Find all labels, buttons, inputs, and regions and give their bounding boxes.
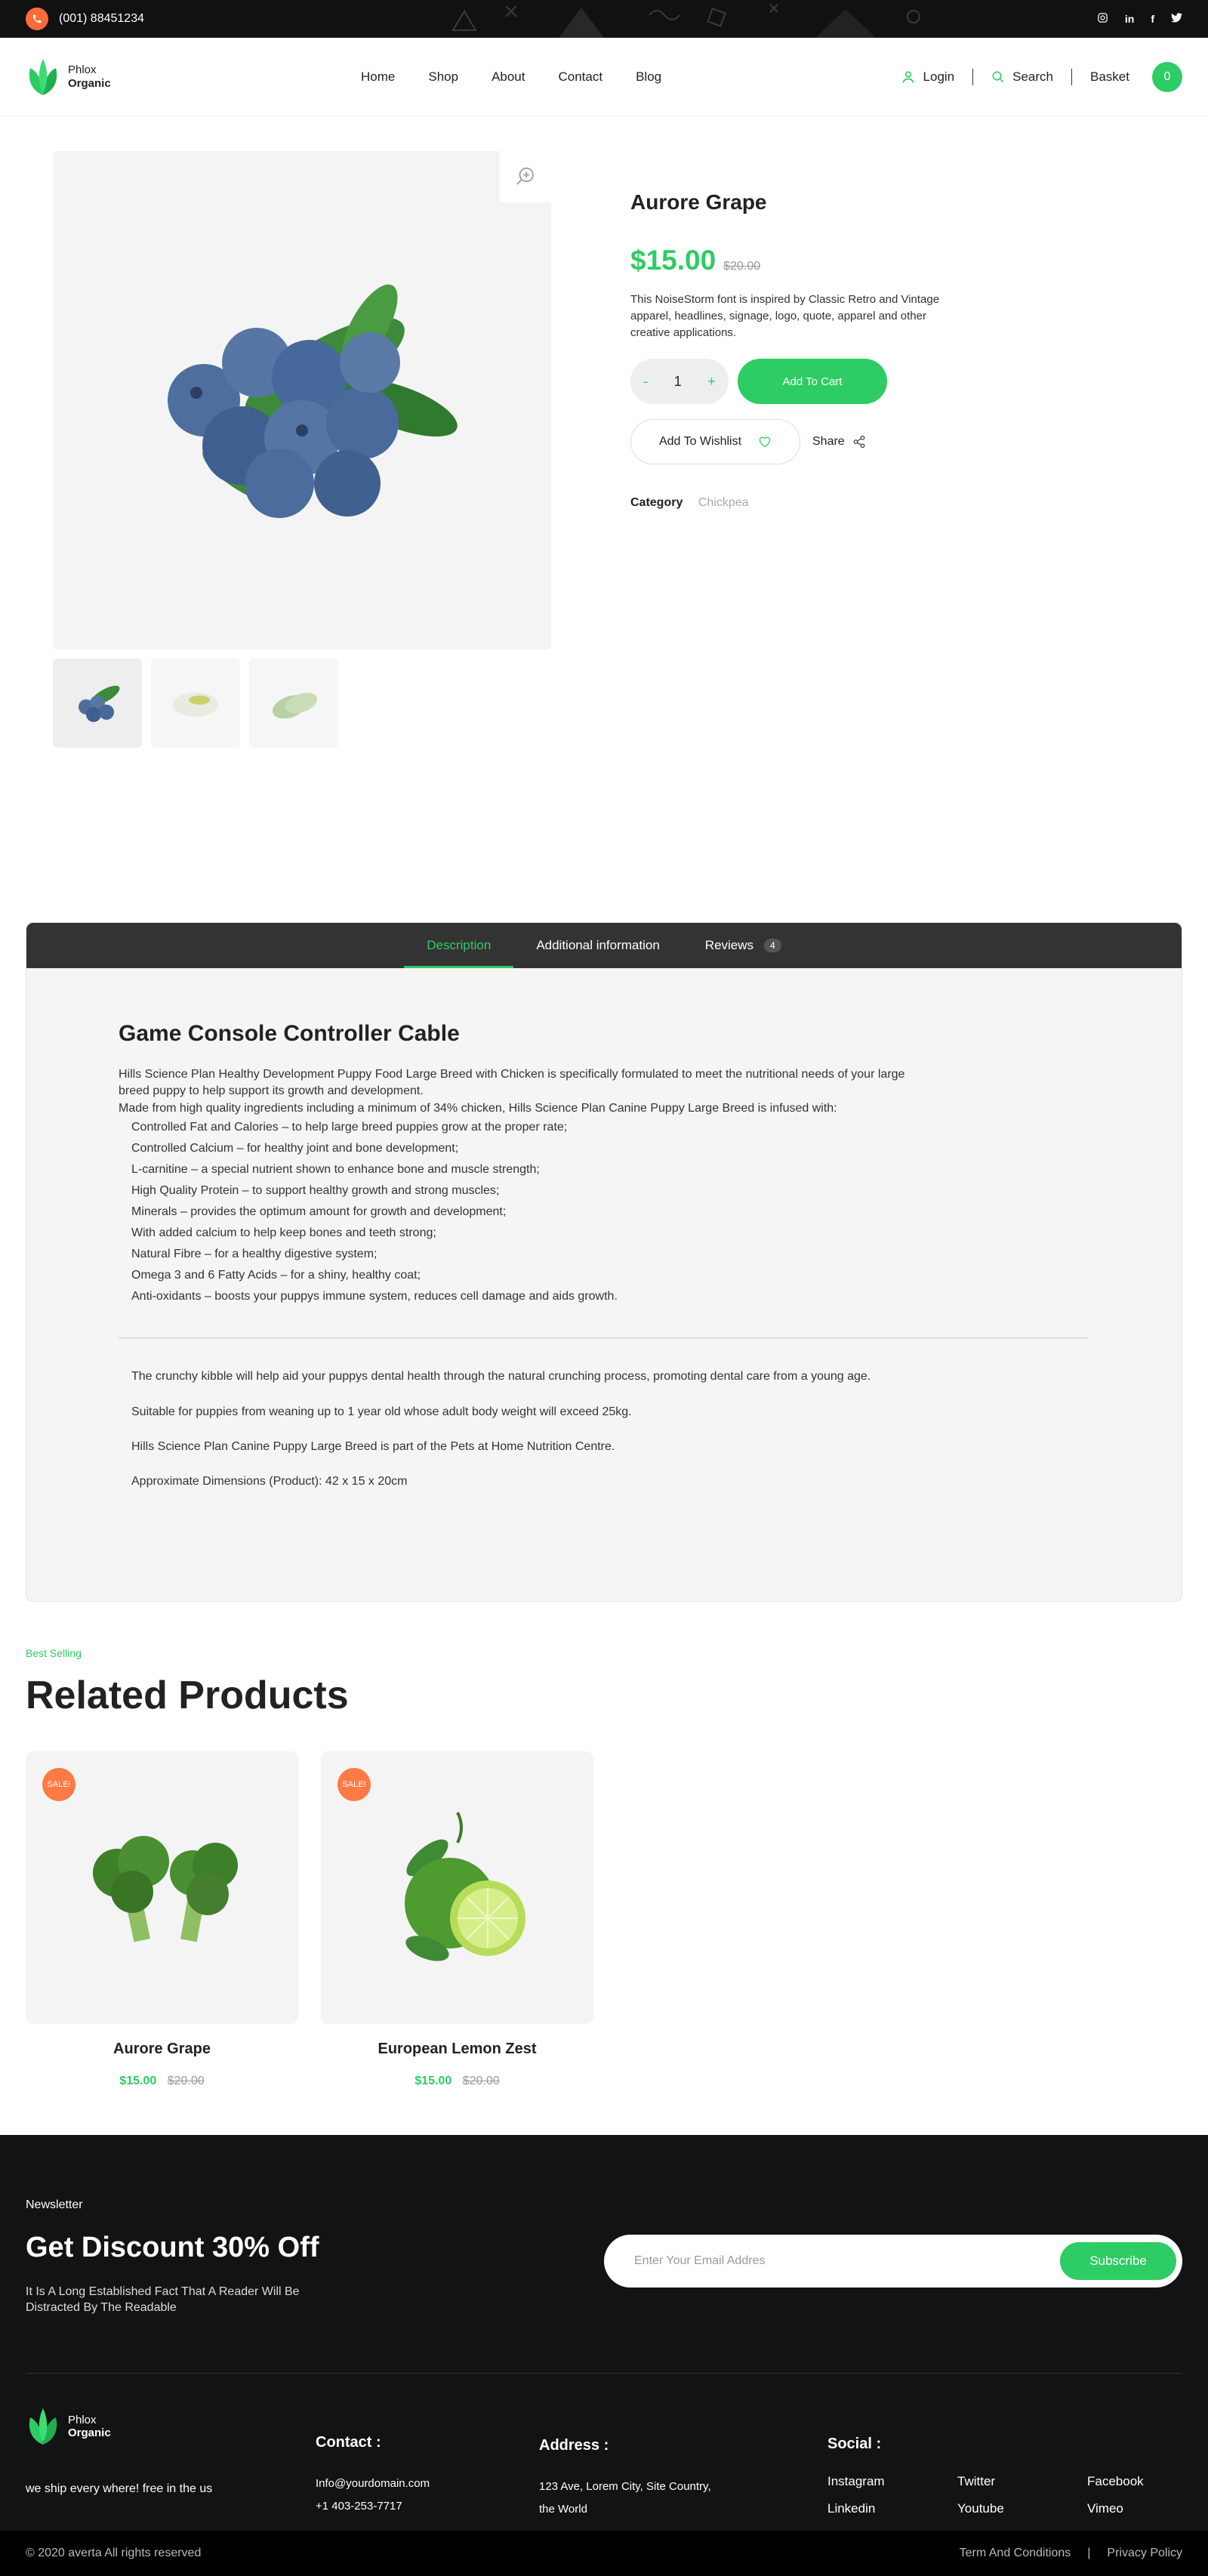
social-links-grid: [827, 2474, 1178, 2516]
linkedin-icon[interactable]: in: [1124, 13, 1135, 25]
header-divider: [972, 69, 973, 85]
share-label: Share: [812, 435, 845, 449]
user-icon: [901, 69, 916, 85]
nav-about[interactable]: About: [492, 69, 525, 84]
search-label: Search: [1012, 69, 1054, 84]
note-paragraph: Suitable for puppies from weaning up to 1 year old whose adult body weight will exceed 25kg.: [131, 1405, 632, 1418]
tab-reviews-label: Reviews: [704, 938, 754, 952]
qty-increase-button[interactable]: +: [707, 373, 716, 389]
leaf-logo-icon: [26, 57, 60, 97]
product-card-image[interactable]: [26, 1751, 298, 2024]
login-link[interactable]: [901, 69, 955, 85]
zoom-in-icon: [514, 165, 537, 188]
basket-link[interactable]: [1090, 62, 1182, 92]
tab-description-label: Description: [427, 938, 492, 952]
category-label: Category: [630, 496, 683, 510]
footer-link-vimeo[interactable]: Vimeo: [1087, 2501, 1123, 2516]
product-card-price: [321, 2075, 593, 2088]
category-row: [630, 496, 963, 510]
product-card-name[interactable]: Aurore Grape: [113, 2041, 211, 2057]
heart-icon: [758, 436, 772, 448]
content-divider: [119, 1337, 1088, 1338]
list-item: Anti-oxidants – boosts your puppys immune system, reduces cell damage and aids growth.: [131, 1290, 618, 1303]
legal-separator: |: [1087, 2547, 1091, 2559]
newsletter-subtext: It Is A Long Established Fact That A Reader Will Be Distracted By The Readable: [26, 2285, 300, 2314]
share-icon: [852, 435, 866, 449]
sale-badge: SALE!: [42, 1768, 76, 1801]
contact-phone[interactable]: +1 403-253-7717: [316, 2500, 402, 2513]
product-description: This NoiseStorm font is inspired by Classic Retro and Vintage apparel, headlines, signage, logo, quote, apparel and other creative applications.: [630, 293, 940, 339]
nav-contact[interactable]: Contact: [558, 69, 603, 84]
list-item: L-carnitine – a special nutrient shown to enhance bone and muscle strength;: [131, 1163, 540, 1177]
nav-shop[interactable]: Shop: [428, 69, 459, 84]
nav-home[interactable]: Home: [361, 69, 396, 84]
newsletter-section: [26, 2135, 1182, 2374]
reviews-count-badge: 4: [764, 939, 781, 952]
product-cards: [26, 1751, 1182, 2088]
site-logo[interactable]: [26, 57, 111, 97]
footer-logo[interactable]: [26, 2407, 212, 2446]
tab-description[interactable]: [404, 923, 513, 968]
twitter-icon[interactable]: [1171, 13, 1182, 25]
tab-additional-label: Additional information: [536, 938, 660, 952]
site-header: [0, 38, 1208, 116]
related-products: [0, 1602, 1208, 2135]
list-item: Controlled Fat and Calories – to help large breed puppies grow at the proper rate;: [131, 1121, 568, 1134]
sale-badge: SALE!: [337, 1768, 371, 1801]
leaf-logo-icon: [26, 2407, 60, 2446]
product-main-image[interactable]: [53, 151, 551, 649]
footer-social: [827, 2436, 1178, 2516]
related-title: Related Products: [26, 1674, 349, 1717]
logo-line-1: Phlox: [68, 63, 97, 77]
note-paragraph: The crunchy kibble will help aid your puppys dental health through the natural crunching process, promoting dental care from a young age.: [131, 1370, 871, 1384]
footer-link-linkedin[interactable]: Linkedin: [827, 2501, 876, 2516]
footer-link-twitter[interactable]: Twitter: [957, 2474, 996, 2488]
phone-contact[interactable]: [26, 8, 144, 30]
basket-label: Basket: [1090, 69, 1129, 84]
social-title: Social :: [827, 2436, 882, 2452]
footer-bottom-bar: [0, 2531, 1208, 2576]
footer-address: [539, 2437, 711, 2521]
cart-row: [630, 359, 963, 404]
basket-count-badge: 0: [1152, 62, 1182, 92]
thumbnail-strip: [53, 659, 338, 748]
product-title: Aurore Grape: [630, 190, 767, 214]
newsletter-label: Newsletter: [26, 2198, 83, 2211]
copyright: © 2020 averta All rights reserved: [26, 2547, 202, 2559]
add-to-cart-button[interactable]: Add To Cart: [738, 359, 887, 404]
login-label: Login: [923, 69, 955, 84]
subscribe-button[interactable]: Subscribe: [1060, 2242, 1176, 2280]
card-current-price: $15.00: [414, 2075, 452, 2087]
social-links: [1097, 12, 1182, 26]
product-tabs: [26, 922, 1182, 1602]
logo-line-2: Organic: [68, 76, 111, 90]
wishlist-row: [630, 419, 963, 464]
email-input[interactable]: [634, 2254, 1060, 2268]
footer-brand: [26, 2407, 212, 2496]
footer-link-instagram[interactable]: Instagram: [827, 2474, 885, 2488]
category-link[interactable]: Chickpea: [698, 496, 749, 510]
list-item: Omega 3 and 6 Fatty Acids – for a shiny, healthy coat;: [131, 1269, 421, 1282]
product-section: [0, 116, 1208, 811]
ingredient-list: [131, 1117, 1089, 1307]
newsletter-headline: Get Discount 30% Off: [26, 2232, 319, 2263]
description-intro-2: Made from high quality ingredients including a minimum of 34% chicken, Hills Science Plan Canine Puppy Large Breed is infused with:: [119, 1101, 837, 1115]
list-item: High Quality Protein – to support healthy growth and strong muscles;: [131, 1184, 500, 1198]
search-icon: [991, 70, 1005, 84]
subscribe-form: [604, 2235, 1182, 2288]
nav-blog[interactable]: Blog: [636, 69, 662, 84]
list-item: With added calcium to help keep bones and teeth strong;: [131, 1226, 436, 1240]
description-intro: Hills Science Plan Healthy Development Puppy Food Large Breed with Chicken is specifically formulated to meet the nutritional needs of your large breed puppy to help support its growth and development.: [119, 1068, 905, 1098]
list-item: Controlled Calcium – for healthy joint and bone development;: [131, 1142, 459, 1155]
broccoli-image: [64, 1812, 260, 1964]
address-title: Address :: [539, 2437, 609, 2454]
list-item: Minerals – provides the optimum amount for growth and development;: [131, 1205, 507, 1219]
product-card-image[interactable]: [321, 1751, 593, 2024]
description-heading: Game Console Controller Cable: [119, 1021, 460, 1046]
thumbnail-blueberries[interactable]: [53, 659, 142, 748]
address-line-2: the World: [539, 2503, 587, 2516]
qty-decrease-button[interactable]: -: [643, 373, 649, 389]
address-line-1: 123 Ave, Lorem City, Site Country,: [539, 2480, 711, 2493]
terms-link[interactable]: Term And Conditions: [959, 2547, 1071, 2559]
tab-reviews[interactable]: [683, 923, 804, 968]
top-bar: [0, 0, 1208, 38]
qty-value[interactable]: 1: [673, 373, 682, 389]
current-price: $15.00: [630, 245, 716, 276]
blueberries-image: [53, 151, 551, 649]
footer-link-youtube[interactable]: Youtube: [957, 2501, 1004, 2516]
product-card-name[interactable]: European Lemon Zest: [378, 2041, 537, 2057]
footer-link-facebook[interactable]: Facebook: [1087, 2474, 1144, 2488]
add-to-wishlist-button[interactable]: [630, 419, 800, 464]
phone-icon: [26, 8, 48, 30]
tab-additional-information[interactable]: [513, 923, 682, 968]
product-info: [630, 190, 963, 510]
note-paragraph: Hills Science Plan Canine Puppy Large Breed is part of the Pets at Home Nutrition Centre.: [131, 1439, 615, 1453]
footer-contact: [316, 2434, 430, 2518]
main-nav: [361, 69, 661, 85]
related-eyebrow: Best Selling: [26, 1647, 82, 1659]
contact-email[interactable]: Info@yourdomain.com: [316, 2477, 430, 2490]
decorative-pattern: [423, 0, 951, 38]
note-paragraph: Approximate Dimensions (Product): 42 x 15 x 20cm: [131, 1475, 408, 1489]
shipping-note: we ship every where! free in the us: [26, 2482, 213, 2495]
card-old-price: $20.00: [167, 2075, 205, 2087]
contact-title: Contact :: [316, 2434, 381, 2451]
phone-number: (001) 88451234: [59, 12, 144, 25]
card-current-price: $15.00: [119, 2075, 157, 2087]
footer-logo-line-1: Phlox: [68, 2413, 97, 2426]
zoom-button[interactable]: [500, 151, 551, 202]
product-card[interactable]: [26, 1751, 298, 2088]
price-row: [630, 245, 963, 276]
site-footer: [0, 2135, 1208, 2576]
quantity-stepper: [630, 359, 729, 404]
header-divider: [1071, 69, 1072, 85]
old-price: $20.00: [723, 260, 761, 273]
lime-image: [374, 1797, 541, 1979]
wishlist-label: Add To Wishlist: [658, 435, 742, 449]
instagram-icon[interactable]: [1097, 12, 1108, 26]
legal-links: [960, 2547, 1182, 2560]
thumbnail-vegetable-3[interactable]: [249, 659, 338, 748]
tab-bar: [26, 923, 1182, 968]
footer-logo-line-2: Organic: [68, 2426, 111, 2439]
share-button[interactable]: [812, 435, 866, 449]
product-card[interactable]: [321, 1751, 593, 2088]
search-link[interactable]: [991, 69, 1053, 85]
card-old-price: $20.00: [462, 2075, 500, 2087]
thumbnail-vegetable-2[interactable]: [151, 659, 240, 748]
product-card-price: [26, 2075, 298, 2088]
description-panel: [26, 968, 1182, 1492]
list-item: Natural Fibre – for a healthy digestive system;: [131, 1248, 378, 1261]
facebook-icon[interactable]: f: [1151, 13, 1154, 25]
header-actions: [901, 62, 1182, 92]
privacy-link[interactable]: Privacy Policy: [1107, 2547, 1182, 2559]
description-notes: [119, 1367, 1089, 1492]
